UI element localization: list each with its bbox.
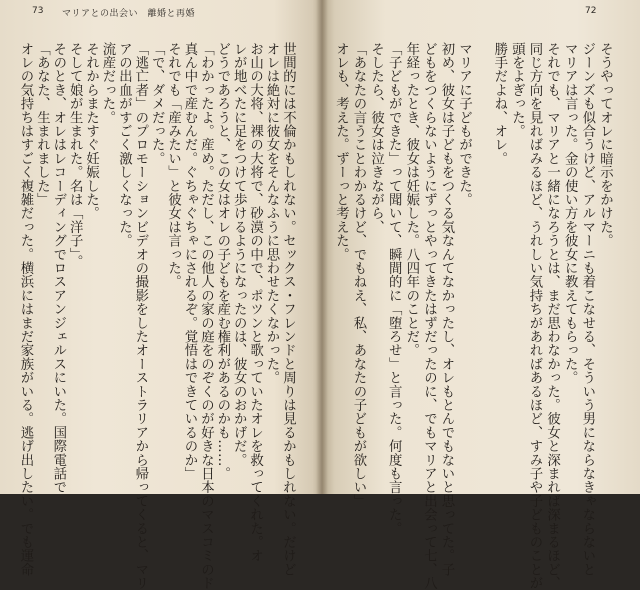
text-line: それでも、マリアと一緒になろうとは、まだ思わなかった。彼女と深まれば深まるほど、	[544, 42, 560, 590]
text-line: 勝手だよね、オレ。	[491, 42, 507, 166]
text-line: 「あなた、生まれました」	[34, 42, 50, 207]
text-line: レが地べたに足をつけて歩けるようになったのは、彼女のおかげだ。	[231, 42, 247, 467]
text-line: そうやってオレに暗示をかけた。	[597, 42, 613, 248]
text-line: オレの気持ちはすごく複雑だった。横浜にはまだ家族がいる。逃げ出したい。でも運命	[18, 42, 33, 577]
text-line: 「わかったよ。産め。ただし、この他人の家の庭をのぞくのが好きな日本のマスコミのド	[198, 42, 214, 590]
text-line: ジーンズも似合うけど、アルマーニも着こなせる、そういう男にならなきゃならないと	[579, 42, 595, 577]
text-line: 同じ方向を見ればみるほど、うれしい気持ちがあればあるほど、すみ子や子どものことが	[527, 42, 542, 590]
text-line: オレも、考えた。ずーっと考えた。	[333, 42, 349, 262]
text-line: 初め、彼女は子どもをつくる気なんてなかったし、オレもとんでもないと思ってた。子	[439, 42, 454, 577]
running-title: マリアとの出会い 離婚と再婚	[62, 9, 196, 19]
text-line: マリアは言った。金の使い方を彼女に教えてもらった。	[562, 42, 578, 385]
text-line: 頭をよぎった。	[509, 42, 525, 138]
left-page-number: 73	[32, 6, 44, 16]
right-page-number: 72	[585, 6, 597, 16]
text-line: 年経ったとき、彼女は妊娠した。八四年のことだ。	[403, 42, 419, 358]
text-line: アの出血がすごく激しくなった。	[116, 42, 132, 248]
text-line: 流産だった。	[100, 42, 115, 125]
text-line: そして娘が生まれた。名は「洋子」。	[67, 42, 83, 269]
text-line: そのとき、オレはレコーディングでロスアンジェルスにいた。国際電話で	[50, 42, 66, 495]
text-line: 「子どもができた」って聞いて、瞬間的に「堕ろせ」と言った。何度も言った。	[386, 42, 402, 536]
text-line: マリアに子どもができた。	[456, 42, 472, 207]
text-line: 真ん中で産むんだ。ぐちゃぐちゃにされるぞ。覚悟はできているのか」	[182, 42, 197, 481]
text-line: どうであろうと、この女はオレの子どもを産む権利があるのかも……。	[214, 42, 230, 481]
text-line: そしたら、彼女は泣きながら、	[368, 42, 384, 234]
text-line: それからまたすぐ妊娠した。	[83, 42, 99, 221]
book-gutter	[316, 0, 328, 494]
text-line: 「あなたの言うことわかるけど、でもねえ、私、あなたの子どもが欲しい」	[351, 42, 366, 508]
text-line: 「逃亡者」のプロモーションビデオの撮影をしたオーストラリアから帰ってくると、マリ	[132, 42, 148, 590]
text-line: 世間的には不倫かもしれない。セックス・フレンドと周りは見るかもしれない。だけど	[280, 42, 296, 577]
text-line: オレは絶対に彼女をそんなふうに思わせたくなかった。	[264, 42, 279, 385]
text-line: 「で、ダメだった。	[149, 42, 165, 166]
text-line: お山の大将、裸の大将で、砂漠の中で、ポツンと歌っていたオレを救ってくれた。オ	[247, 42, 263, 563]
text-line: それでも「産みたい」と彼女は言った。	[165, 42, 181, 289]
text-line: どもをつくらないようにずっとやってきたはずだったのに、でもマリアと出会って七、八	[421, 42, 437, 590]
